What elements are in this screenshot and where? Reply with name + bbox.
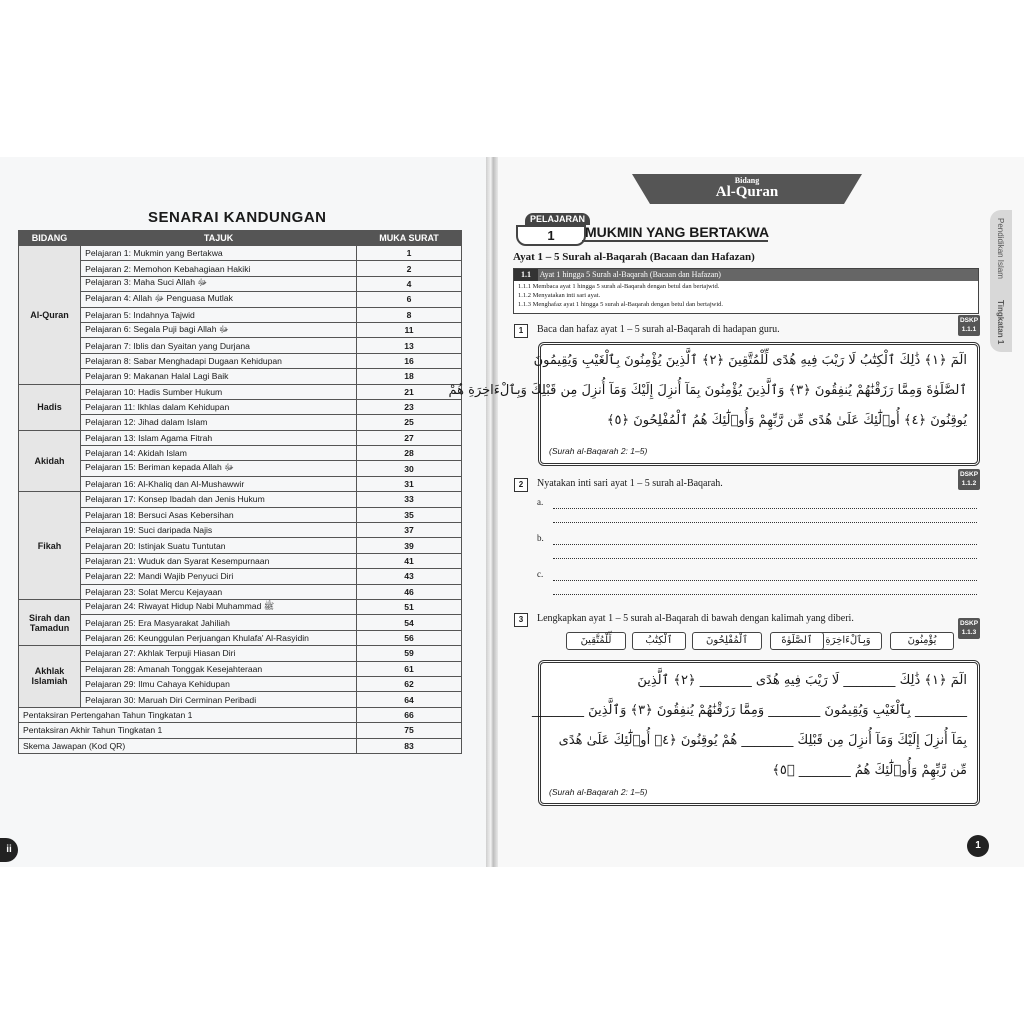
ayat-line: يُوقِنُونَ ﴿٤﴾ أُو۟لَٰٓئِكَ عَلَىٰ هُدًى مِّن رَّبِّهِمْ وَأُو۟لَٰٓئِكَ هُمُ ٱلْمُفْلِحُونَ ﴿٥﴾	[606, 413, 967, 428]
toc-page-number: 30	[357, 461, 462, 476]
toc-page-number: 13	[357, 338, 462, 353]
toc-page-number: 83	[357, 738, 462, 753]
toc-topic: Pelajaran 27: Akhlak Terpuji Hiasan Diri	[81, 646, 357, 661]
toc-bidang: Al-Quran	[19, 246, 81, 385]
ayat-source: (Surah al-Baqarah 2: 1–5)	[549, 787, 648, 797]
toc-topic: Pelajaran 23: Solat Mercu Kejayaan	[81, 584, 357, 599]
dskp-badge-1	[958, 315, 980, 336]
toc-topic: Pelajaran 3: Maha Suci Allah ﷻ	[81, 276, 357, 291]
toc-topic: Pelajaran 15: Beriman kepada Allah ﷻ	[81, 461, 357, 476]
toc-topic: Pelajaran 12: Jihad dalam Islam	[81, 415, 357, 430]
toc-page-number: 31	[357, 476, 462, 491]
toc-topic: Pelajaran 10: Hadis Sumber Hukum	[81, 384, 357, 399]
sp-line: 1.1.2 Menyatakan inti sari ayat.	[518, 292, 601, 299]
standard-pembelajaran-box	[513, 268, 979, 314]
book-spine	[486, 157, 498, 867]
toc-row	[19, 723, 462, 738]
toc-row	[19, 646, 462, 661]
dskp-badge-2	[958, 469, 980, 490]
toc-page-number: 59	[357, 646, 462, 661]
word-choice[interactable]: ٱلْمُفْلِحُونَ	[692, 632, 762, 650]
side-tab	[990, 210, 1012, 352]
ayat-line: الٓمٓ ﴿١﴾ ذَٰلِكَ ________ لَا رَيْبَ فِيهِ هُدًى ________ ﴿٢﴾ ٱلَّذِينَ	[637, 673, 967, 688]
pelajaran-label: PELAJARAN	[525, 213, 590, 225]
toc-topic: Pelajaran 11: Ikhlas dalam Kehidupan	[81, 399, 357, 414]
dskp-label: DSKP	[959, 620, 979, 627]
word-choice[interactable]: لِّلْمُتَّقِينَ	[566, 632, 626, 650]
toc-row	[19, 384, 462, 399]
toc-page-number: 16	[357, 353, 462, 368]
answer-letter: a.	[537, 497, 544, 507]
sp-line: 1.1.3 Menghafaz ayat 1 hingga 5 surah al-Baqarah dengan betul dan bertajwid.	[518, 301, 724, 308]
ayat-line: ________ بِٱلْغَيْبِ وَيُقِيمُونَ ________ وَمِمَّا رَزَقْنَٰهُمْ يُنفِقُونَ ﴿٣﴾ وَٱلَّذِينَ ________	[532, 703, 967, 718]
toc-page-number: 54	[357, 615, 462, 630]
toc-topic: Pelajaran 1: Mukmin yang Bertakwa	[81, 246, 357, 261]
toc-row	[19, 292, 462, 307]
toc-row	[19, 599, 462, 614]
toc-topic: Pelajaran 25: Era Masyarakat Jahiliah	[81, 615, 357, 630]
toc-row	[19, 523, 462, 538]
answer-line[interactable]	[553, 594, 977, 595]
toc-row	[19, 307, 462, 322]
question-3-text: Lengkapkan ayat 1 – 5 surah al-Baqarah di bawah dengan kalimah yang diberi.	[537, 613, 854, 624]
toc-row	[19, 569, 462, 584]
toc-topic: Pelajaran 9: Makanan Halal Lagi Baik	[81, 369, 357, 384]
toc-topic: Pelajaran 6: Segala Puji bagi Allah ﷻ	[81, 322, 357, 337]
toc-row	[19, 707, 462, 722]
bidang-banner	[632, 174, 862, 204]
answer-line[interactable]	[553, 508, 977, 509]
toc-topic: Pelajaran 21: Wuduk dan Syarat Kesempurnaan	[81, 553, 357, 568]
lesson-title: MUKMIN YANG BERTAKWA	[585, 224, 770, 240]
toc-page-number: 2	[357, 261, 462, 276]
toc-page-number: 41	[357, 553, 462, 568]
ayat-frame-1	[448, 342, 980, 466]
toc-row	[19, 630, 462, 645]
sp-code: 1.1	[514, 269, 538, 281]
toc-topic: Pentaksiran Pertengahan Tahun Tingkatan 1	[19, 707, 357, 722]
word-choice[interactable]: ٱلْكِتَٰبُ	[632, 632, 686, 650]
toc-bidang: Sirah dan Tamadun	[19, 599, 81, 645]
toc-topic: Pelajaran 19: Suci daripada Najis	[81, 523, 357, 538]
answer-line[interactable]	[553, 522, 977, 523]
question-2-number: 2	[514, 478, 528, 492]
toc-topic: Pelajaran 29: Ilmu Cahaya Kehidupan	[81, 676, 357, 691]
lesson-title-underline	[582, 240, 768, 242]
header-muka-surat: MUKA SURAT	[357, 231, 462, 246]
toc-page-number: 8	[357, 307, 462, 322]
toc-page-number: 62	[357, 676, 462, 691]
question-2-text: Nyatakan inti sari ayat 1 – 5 surah al-Baqarah.	[537, 478, 723, 489]
ayat-line: ٱلصَّلَوٰةَ وَمِمَّا رَزَقْنَٰهُمْ يُنفِقُونَ ﴿٣﴾ وَٱلَّذِينَ يُؤْمِنُونَ بِمَآ أُنزِلَ إِلَيْكَ وَمَآ أُنزِلَ مِن قَبْلِكَ وَبِٱلْءَاخِرَةِ هُمْ	[448, 383, 967, 398]
toc-page-number: 1	[357, 246, 462, 261]
dskp-code: 1.1.1	[961, 326, 977, 333]
toc-row	[19, 538, 462, 553]
toc-row	[19, 369, 462, 384]
toc-row	[19, 553, 462, 568]
word-choice[interactable]: وَبِٱلْءَاخِرَةِ	[814, 632, 882, 650]
toc-topic: Skema Jawapan (Kod QR)	[19, 738, 357, 753]
toc-bidang: Fikah	[19, 492, 81, 600]
question-1-text: Baca dan hafaz ayat 1 – 5 surah al-Baqarah di hadapan guru.	[537, 324, 780, 335]
toc-page-number: 56	[357, 630, 462, 645]
dskp-label: DSKP	[959, 471, 979, 478]
toc-topic: Pentaksiran Akhir Tahun Tingkatan 1	[19, 723, 357, 738]
toc-row	[19, 461, 462, 476]
answer-line[interactable]	[553, 544, 977, 545]
toc-page-number: 39	[357, 538, 462, 553]
toc-row	[19, 738, 462, 753]
toc-topic: Pelajaran 26: Keunggulan Perjuangan Khulafa' Al-Rasyidin	[81, 630, 357, 645]
toc-page-number: 6	[357, 292, 462, 307]
toc-row	[19, 246, 462, 261]
toc-page-number: 35	[357, 507, 462, 522]
ayat-line: مِّن رَّبِّهِمْ وَأُو۟لَٰٓئِكَ هُمُ ________ ﴿٥﴾	[772, 763, 967, 778]
word-choice[interactable]: يُؤْمِنُونَ	[890, 632, 954, 650]
toc-row	[19, 661, 462, 676]
toc-page-number: 33	[357, 492, 462, 507]
toc-header-row	[19, 231, 462, 246]
toc-page-number: 11	[357, 322, 462, 337]
toc-page-number: 23	[357, 399, 462, 414]
toc-bidang: Hadis	[19, 384, 81, 430]
toc-row	[19, 584, 462, 599]
toc-topic: Pelajaran 22: Mandi Wajib Penyuci Diri	[81, 569, 357, 584]
toc-row	[19, 322, 462, 337]
toc-row	[19, 399, 462, 414]
toc-topic: Pelajaran 4: Allah ﷻ Penguasa Mutlak	[81, 292, 357, 307]
dskp-label: DSKP	[959, 317, 979, 324]
ayat-source: (Surah al-Baqarah 2: 1–5)	[549, 446, 648, 456]
toc-page-number: 66	[357, 707, 462, 722]
toc-topic: Pelajaran 24: Riwayat Hidup Nabi Muhammad ﷺ	[81, 599, 357, 614]
toc-topic: Pelajaran 20: Istinjak Suatu Tuntutan	[81, 538, 357, 553]
toc-row	[19, 430, 462, 445]
toc-page-number: 27	[357, 430, 462, 445]
ayat-line: بِمَآ أُنزِلَ إِلَيْكَ وَمَآ أُنزِلَ مِن قَبْلِكَ ________ هُمْ يُوقِنُونَ ﴿٤﴾ أُو۟لَٰٓئِكَ عَلَىٰ هُدًى	[558, 733, 967, 748]
bidang-name: Al-Quran	[715, 184, 779, 200]
toc-row	[19, 492, 462, 507]
toc-page-number: 64	[357, 692, 462, 707]
toc-page-number: 61	[357, 661, 462, 676]
toc-row	[19, 476, 462, 491]
toc-row	[19, 276, 462, 291]
toc-topic: Pelajaran 28: Amanah Tonggak Kesejahteraan	[81, 661, 357, 676]
toc-row	[19, 415, 462, 430]
toc-page-number: 37	[357, 523, 462, 538]
dskp-badge-3	[958, 618, 980, 639]
answer-line[interactable]	[553, 580, 977, 581]
toc-topic: Pelajaran 16: Al-Khaliq dan Al-Mushawwir	[81, 476, 357, 491]
toc-row	[19, 261, 462, 276]
page-number-left: ii	[0, 838, 18, 862]
answer-letter: c.	[537, 569, 544, 579]
toc-bidang: Akhlak Islamiah	[19, 646, 81, 708]
toc-page-number: 51	[357, 599, 462, 614]
header-bidang: BIDANG	[19, 231, 81, 246]
sp-line: 1.1.1 Membaca ayat 1 hingga 5 surah al-Baqarah dengan betul dan bertajwid.	[518, 283, 720, 290]
toc-topic: Pelajaran 5: Indahnya Tajwid	[81, 307, 357, 322]
toc-title: SENARAI KANDUNGAN	[148, 209, 327, 226]
toc-topic: Pelajaran 18: Bersuci Asas Kebersihan	[81, 507, 357, 522]
toc-row	[19, 353, 462, 368]
toc-topic: Pelajaran 2: Memohon Kebahagiaan Hakiki	[81, 261, 357, 276]
word-choice[interactable]: ٱلصَّلَوٰةَ	[770, 632, 824, 650]
toc-topic: Pelajaran 30: Maruah Diri Cerminan Peribadi	[81, 692, 357, 707]
toc-page-number: 21	[357, 384, 462, 399]
toc-table	[18, 230, 462, 754]
ayat-heading: Ayat 1 – 5 Surah al-Baqarah (Bacaan dan Hafazan)	[513, 251, 755, 263]
pelajaran-number: 1	[516, 225, 586, 246]
toc-page-number: 4	[357, 276, 462, 291]
bidang-label: Bidang	[734, 176, 760, 185]
toc-row	[19, 338, 462, 353]
header-tajuk: TAJUK	[81, 231, 357, 246]
side-subject: Pendidikan Islam	[996, 218, 1005, 279]
toc-page-number: 46	[357, 584, 462, 599]
ayat-line: الٓمٓ ﴿١﴾ ذَٰلِكَ ٱلْكِتَٰبُ لَا رَيْبَ فِيهِ هُدًى لِّلْمُتَّقِينَ ﴿٢﴾ ٱلَّذِينَ يُؤْمِنُونَ بِٱلْغَيْبِ وَيُقِيمُونَ	[533, 353, 967, 368]
toc-page-number: 75	[357, 723, 462, 738]
toc-page-number: 43	[357, 569, 462, 584]
toc-topic: Pelajaran 7: Iblis dan Syaitan yang Durjana	[81, 338, 357, 353]
answer-line[interactable]	[553, 558, 977, 559]
ayat-frame-3	[532, 660, 980, 806]
side-form: Tingkatan 1	[996, 300, 1005, 345]
page-number-right: 1	[967, 835, 989, 857]
toc-bidang: Akidah	[19, 430, 81, 492]
sp-title: Ayat 1 hingga 5 Surah al-Baqarah (Bacaan dan Hafazan)	[539, 270, 721, 279]
question-3-number: 3	[514, 613, 528, 627]
sp-header	[514, 269, 978, 281]
toc-topic: Pelajaran 13: Islam Agama Fitrah	[81, 430, 357, 445]
answer-letter: b.	[537, 533, 544, 543]
dskp-code: 1.1.2	[961, 480, 977, 487]
toc-row	[19, 692, 462, 707]
toc-page-number: 28	[357, 446, 462, 461]
toc-row	[19, 446, 462, 461]
toc-topic: Pelajaran 17: Konsep Ibadah dan Jenis Hukum	[81, 492, 357, 507]
toc-topic: Pelajaran 14: Akidah Islam	[81, 446, 357, 461]
dskp-code: 1.1.3	[961, 629, 977, 636]
toc-row	[19, 676, 462, 691]
question-1-number: 1	[514, 324, 528, 338]
toc-page-number: 18	[357, 369, 462, 384]
toc-row	[19, 507, 462, 522]
toc-row	[19, 615, 462, 630]
toc-topic: Pelajaran 8: Sabar Menghadapi Dugaan Kehidupan	[81, 353, 357, 368]
toc-page-number: 25	[357, 415, 462, 430]
